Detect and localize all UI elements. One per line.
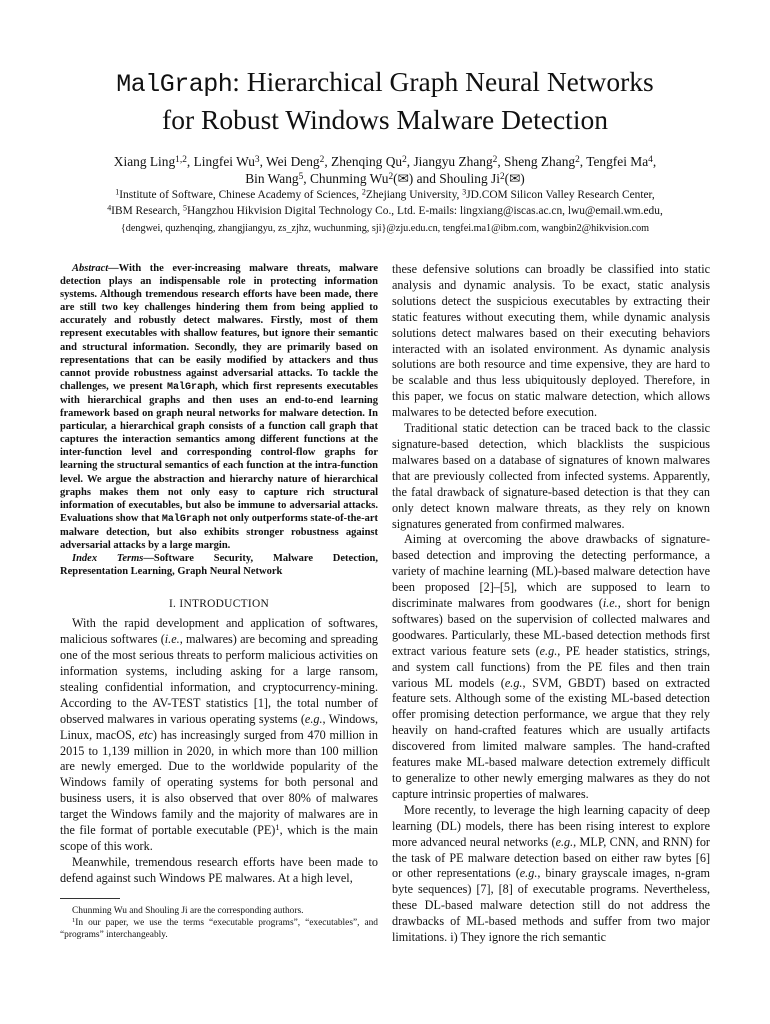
title-system-name: MalGraph bbox=[116, 70, 233, 99]
footnote-rule bbox=[60, 898, 120, 899]
title-line-1 bbox=[0, 64, 770, 102]
affiliations bbox=[30, 187, 740, 219]
affiliations-line-1: $^1$Institute of Software, Chinese Academy of Sciences, $^2$Zhejiang University, $^3$JD.COM Silicon Valley Research Center, bbox=[115, 187, 655, 201]
right-column bbox=[392, 262, 710, 946]
index-terms bbox=[60, 552, 378, 578]
author-list bbox=[30, 153, 740, 187]
section-numeral: I. bbox=[168, 598, 180, 611]
authors-line-2: Bin Wang$^5$, Chunming Wu$^2$(✉) and Shouling Ji$^2$(✉) bbox=[245, 171, 525, 186]
footnote-1: $^1$In our paper, we use the terms “executable programs”, “executables”, and “programs” interchangeably. bbox=[60, 916, 378, 940]
email-list: {dengwei, quzhenqing, zhangjiangyu, zs_zjhz, wuchunming, sji}@zju.edu.cn, tengfei.ma1@ibm.com, wangbin2@hikvision.com bbox=[120, 223, 650, 234]
title-line-2: for Robust Windows Malware Detection bbox=[162, 104, 608, 135]
title-rest: : Hierarchical Graph Neural Networks bbox=[232, 66, 654, 97]
intro-paragraph-1: With the rapid development and application of softwares, malicious softwares (i.e., malwares) are becoming and spreading one of the most serious threats to perform malicious activities on information systems, including asking for a large ransom, stealing confidential information, and cryptocurrency-mining. According to the AV-TEST statistics [1], the total number of observed malwares in various operating systems (e.g., Windows, Linux, macOS, etc) has increasingly surged from 470 million in 2015 to 1,139 million in 2020, in which more than 100 million are newly emerged. Due to the worldwide popularity of the Windows family of operating systems for both personal and business users, it is also observed that over 80% of malwares target the Windows family and the majority of malwares are in the file format of portable executable (PE)$^1$, which is the main scope of this work. bbox=[60, 616, 379, 853]
authors-line-1: Xiang Ling$^{1,2}$, Lingfei Wu$^3$, Wei Deng$^2$, Zhenqing Qu$^2$, Jiangyu Zhang$^2$, Sheng Zhang$^2$, Tengfei Ma$^4$, bbox=[113, 154, 657, 169]
right-paragraph-4: More recently, to leverage the high learning capacity of deep learning (DL) models, there has been rising interest to explore more advanced neural networks (e.g., MLP, CNN, and RNN) for the task of PE malware detection based on either raw bytes [6] or other representations (e.g., binary grayscale images, n-gram byte sequences) [7], [8] of executable programs. Nevertheless, these DL-based malware detection still do not address the drawbacks of ML-based methods and suffer from two major limitations. i) They ignore the rich semantic bbox=[392, 802, 710, 945]
left-column bbox=[60, 262, 378, 941]
section-heading-introduction bbox=[60, 598, 378, 610]
section-title-rest: NTRODUCTION bbox=[183, 598, 270, 611]
affiliations-line-2: $^4$IBM Research, $^5$Hangzhou Hikvision Digital Technology Co., Ltd. E-mails: lingxiang@iscas.ac.cn, lwu@email.wm.edu, bbox=[107, 203, 663, 217]
section-title-first: I bbox=[179, 598, 184, 611]
right-paragraph-3: Aiming at overcoming the above drawbacks of signature-based detection and improving the detecting performance, a variety of machine learning (ML)-based malware detection have been proposed [2]–[5], which are supposed to learn to discriminate malwares from goodwares (i.e., short for benign softwares) based on the supervision of collected malwares and goodwares. Particularly, these ML-based detection methods first extract various feature sets (e.g., PE header statistics, strings, and system call functions) from the PE files and then train various ML models (e.g., SVM, GBDT) based on extracted feature sets. Although some of the existing ML-based detection offer promising detection performance, we argue that they rely heavily on hand-crafted features which are usually artifacts discovered from limited malware samples. The hand-crafted features make ML-based malware detection extremely difficult to generalize to other newly emerging malwares as they do not capture intrinsic properties of malwares. bbox=[392, 532, 710, 801]
index-terms-label: Index Terms bbox=[72, 553, 144, 565]
abstract-label: Abstract bbox=[72, 263, 109, 274]
abstract-text: —With the ever-increasing malware threats, malware detection plays an indispensable role in protecting information systems. Although tremendous research efforts have been made, there are still two key challenges hindering them from being applied to accurately and robustly detect malwares. Firstly, most of them represent executables with shallow features, but ignore their semantic and structural information. Secondly, they are primarily based on representations that can be easily modified by attackers and thus cannot provide robustness against adversarial attacks. To tackle the challenges, we present MalGraph, which first represents executables with hierarchical graphs and then uses an end-to-end learning framework based on graph neural networks for malware detection. In particular, a hierarchical graph consists of a function call graph that captures the interaction semantics among different functions at the inter-function level and corresponding control-flow graphs for learning the structural semantics of each function at the intra-function level. We argue the abstraction and hierarchy nature of hierarchical graphs makes them not only easy to capture rich structural information of executables, but also be immune to adversarial attacks. Evaluations show that MalGraph not only outperforms state-of-the-art malware detection, but also exhibits stronger robustness against adversarial attacks by a large margin. bbox=[60, 263, 378, 551]
index-terms-text: —Software Security, Malware Detection, Representation Learning, Graph Neural Network bbox=[60, 553, 378, 578]
intro-paragraph-2: Meanwhile, tremendous research efforts have been made to defend against such Windows PE malwares. At a high level, bbox=[60, 854, 378, 885]
abstract bbox=[60, 262, 378, 552]
paper-title bbox=[0, 64, 770, 137]
footnote-corresponding: Chunming Wu and Shouling Ji are the corresponding authors. bbox=[72, 905, 304, 916]
right-paragraph-2: Traditional static detection can be traced back to the classic signature-based detection, which blacklists the suspicious malwares based on a database of signatures of known malwares that are previously collected from infected systems. Apparently, the fatal drawback of signature-based detection is that they can only detect known malware threats, as they rely on known signatures generated from confirmed malwares. bbox=[392, 421, 710, 531]
right-paragraph-1: these defensive solutions can broadly be classified into static analysis and dynamic analysis. To be exact, static analysis solutions detect the suspicious executables by extracting their static features without executing them, while dynamic analysis solutions detect malwares based on their executing behaviors interacted with an isolated environment. As dynamic analysis solutions are both resource and time expensive, they are hard to be scalable and thus less ubiquitously deployed. Therefore, in this paper, we focus on static malware detection, which allows malwares to be detected before execution. bbox=[392, 262, 710, 420]
